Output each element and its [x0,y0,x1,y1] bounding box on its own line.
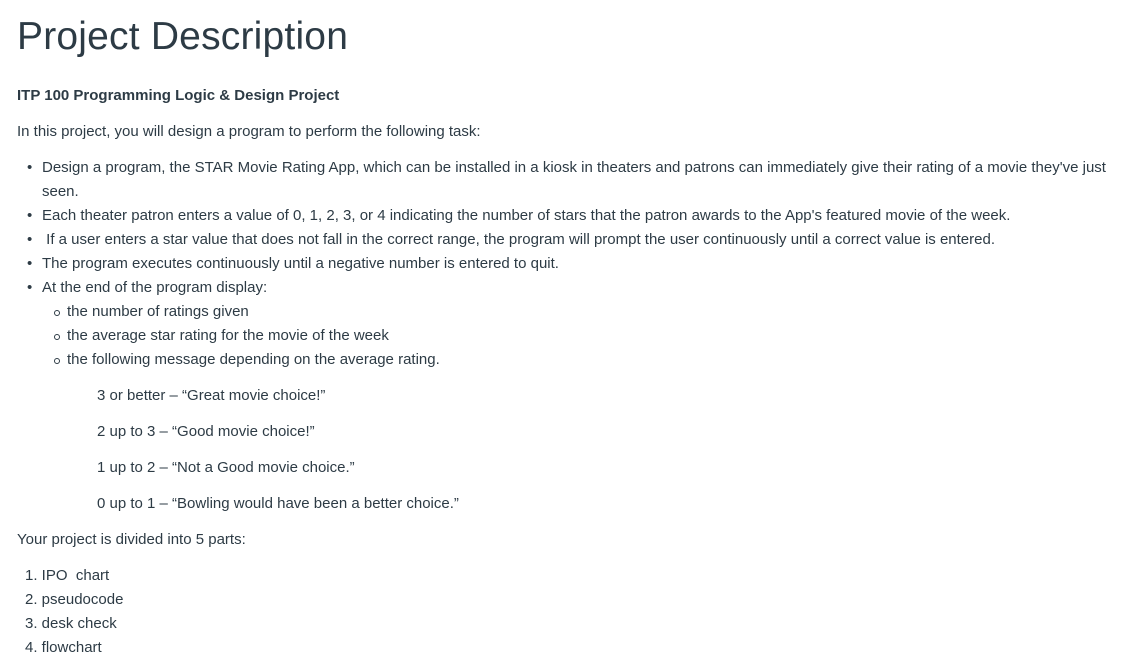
task-item [42,276,1107,372]
part-item: 2. pseudocode [25,591,124,608]
rating-message: 1 up to 2 – “Not a Good movie choice.” [97,459,355,476]
part-item: 3. desk check [25,615,117,632]
display-item: the following message depending on the average rating. [67,348,1107,372]
parts-intro: Your project is divided into 5 parts: [17,531,246,548]
part-item: 1. IPO chart [25,567,110,584]
display-item: the average star rating for the movie of the week [67,324,1107,348]
parts-list [17,564,123,660]
task-item [42,228,1107,252]
task-text: If a user enters a star value that does not fall in the correct range, the program will prompt the user continuously until a correct value is entered. [42,231,995,248]
part-item: 4. flowchart [25,639,102,656]
task-item [42,252,1107,276]
rating-message: 2 up to 3 – “Good movie choice!” [97,423,315,440]
intro-paragraph: In this project, you will design a program to perform the following task: [17,123,481,140]
task-text: At the end of the program display: [42,279,268,296]
display-item: the number of ratings given [67,300,1107,324]
rating-message: 0 up to 1 – “Bowling would have been a better choice.” [97,495,459,512]
task-text: The program executes continuously until a negative number is entered to quit. [42,255,559,272]
rating-message: 3 or better – “Great movie choice!” [97,387,326,404]
project-subtitle: ITP 100 Programming Logic & Design Project [17,87,340,104]
page-title: Project Description [17,15,349,58]
task-list [17,156,1107,372]
task-text: Design a program, the STAR Movie Rating App, which can be installed in a kiosk in theaters and patrons can immediately give their rating of a movie they've just seen. [42,159,1106,200]
display-sublist [42,300,1107,372]
task-item [42,156,1107,204]
task-text: Each theater patron enters a value of 0, 1, 2, 3, or 4 indicating the number of stars that the patron awards to the App's featured movie of the week. [42,207,1011,224]
task-item [42,204,1107,228]
